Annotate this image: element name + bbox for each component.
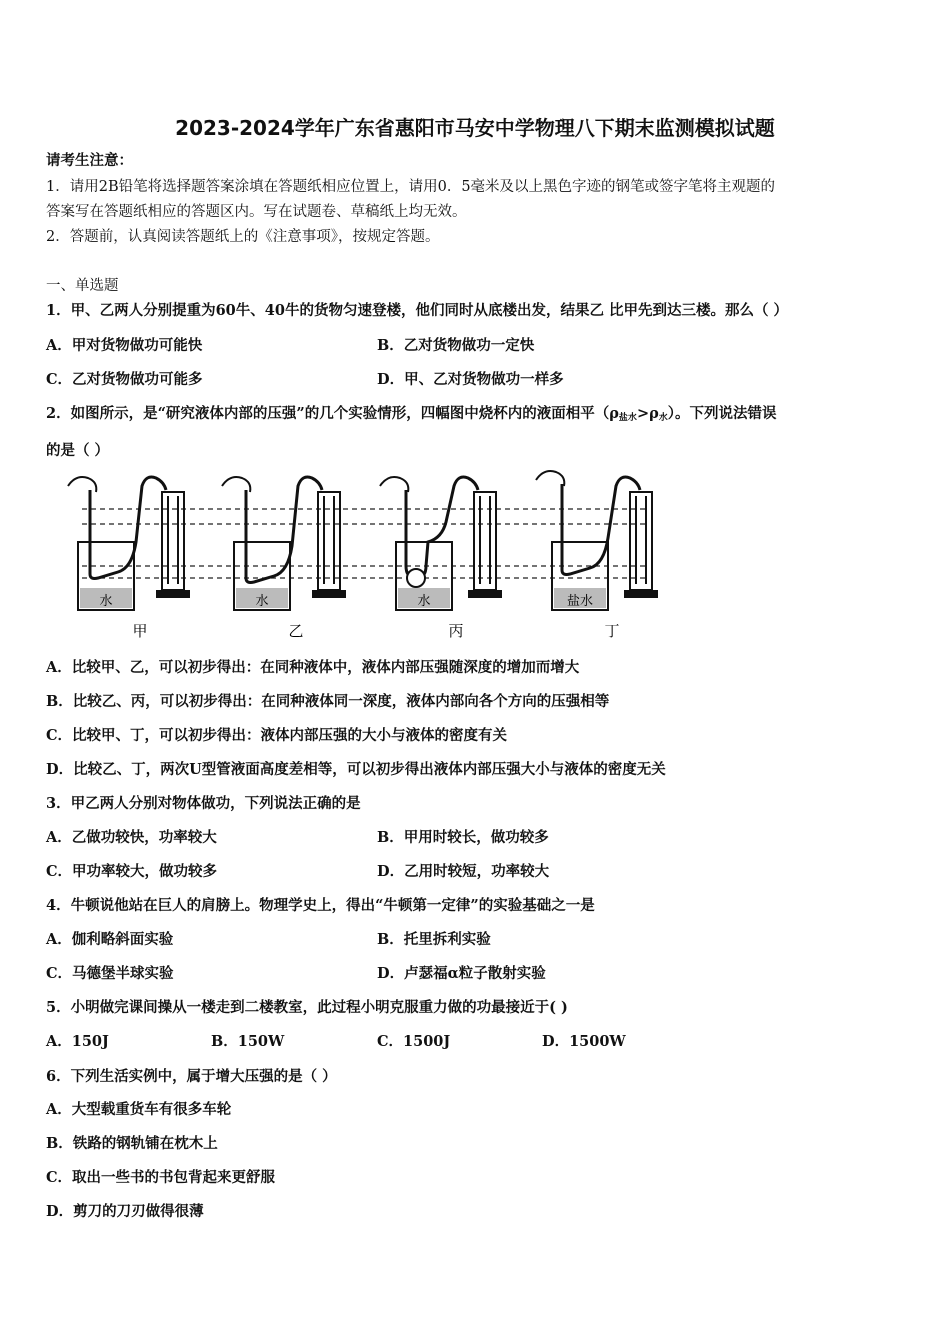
answer-option[interactable]: A．大型载重货车有很多车轮 <box>46 1101 232 1118</box>
answer-option[interactable]: D．乙用时较短，功率较大 <box>377 863 550 880</box>
figure-caption: 乙 <box>288 622 304 640</box>
question-stem-cont: 的是（ ） <box>46 442 110 459</box>
setup-yi <box>222 477 346 610</box>
answer-option[interactable]: A．伽利略斜面实验 <box>46 931 174 948</box>
stem-text: 2．如图所示，是“研究液体内部的压强”的几个实验情形，四幅图中烧杯内的液面相平（ρ <box>46 405 619 422</box>
subscript: 水 <box>658 413 668 423</box>
beaker-label: 水 <box>255 594 269 609</box>
section-heading: 一、单选题 <box>46 278 119 294</box>
answer-option[interactable]: B．甲用时较长，做功较多 <box>377 829 549 846</box>
subscript: 盐水 <box>618 413 637 423</box>
beaker-label: 水 <box>99 594 113 609</box>
answer-option[interactable]: C．马德堡半球实验 <box>46 965 174 982</box>
question-stem: 6．下列生活实例中，属于增大压强的是（ ） <box>46 1068 337 1085</box>
pressure-experiment-figure <box>46 466 666 642</box>
answer-option[interactable]: B．乙对货物做功一定快 <box>377 337 535 354</box>
figure-caption: 甲 <box>132 622 148 640</box>
notice-line: 2．答题前，认真阅读答题纸上的《注意事项》，按规定答题。 <box>46 229 440 245</box>
answer-option[interactable]: B．比较乙、丙，可以初步得出：在同种液体同一深度，液体内部向各个方向的压强相等 <box>46 693 610 710</box>
answer-option[interactable]: C．比较甲、丁，可以初步得出：液体内部压强的大小与液体的密度有关 <box>46 727 508 744</box>
setup-jia <box>68 477 190 610</box>
answer-option[interactable]: D．1500W <box>542 1033 626 1050</box>
answer-option[interactable]: D．甲、乙对货物做功一样多 <box>377 371 564 388</box>
notice-heading: 请考生注意： <box>46 152 133 169</box>
question-stem: 1．甲、乙两人分别提重为60牛、40牛的货物匀速登楼，他们同时从底楼出发，结果乙 比甲先到达三楼。那么（ ） <box>46 302 789 319</box>
question-stem: 5．小明做完课间操从一楼走到二楼教室，此过程小明克服重力做的功最接近于( ) <box>46 999 568 1016</box>
figure-caption: 丙 <box>448 622 464 640</box>
answer-option[interactable]: C．甲功率较大，做功较多 <box>46 863 218 880</box>
answer-option[interactable]: D．剪刀的刀刃做得很薄 <box>46 1203 204 1220</box>
question-stem: 3．甲乙两人分别对物体做功，下列说法正确的是 <box>46 795 361 812</box>
question-stem: 4．牛顿说他站在巨人的肩膀上。物理学史上，得出“牛顿第一定律”的实验基础之一是 <box>46 897 595 914</box>
beaker-label: 水 <box>417 594 431 609</box>
beaker-label: 盐水 <box>566 594 594 609</box>
stem-text: >ρ <box>636 405 659 422</box>
answer-option[interactable]: B．托里拆利实验 <box>377 931 491 948</box>
answer-option[interactable]: B．150W <box>211 1033 285 1050</box>
answer-option[interactable]: A．150J <box>46 1033 109 1050</box>
setup-ding <box>536 471 658 610</box>
answer-option[interactable]: C．取出一些书的书包背起来更舒服 <box>46 1169 276 1186</box>
answer-option[interactable]: C．1500J <box>377 1033 451 1050</box>
answer-option[interactable]: C．乙对货物做功可能多 <box>46 371 203 388</box>
answer-option[interactable]: D．比较乙、丁，两次U型管液面高度差相等，可以初步得出液体内部压强大小与液体的密度无关 <box>46 761 666 778</box>
answer-option[interactable]: B．铁路的钢轨铺在枕木上 <box>46 1135 218 1152</box>
notice-line: 1．请用2B铅笔将选择题答案涂填在答题纸相应位置上，请用0．5毫米及以上黑色字迹的钢笔或签字笔将主观题的 <box>46 179 776 195</box>
question-stem <box>46 405 777 427</box>
figure-caption: 丁 <box>604 622 620 640</box>
answer-option[interactable]: D．卢瑟福α粒子散射实验 <box>377 965 546 982</box>
answer-option[interactable]: A．比较甲、乙，可以初步得出：在同种液体中，液体内部压强随深度的增加而增大 <box>46 659 580 676</box>
stem-text: ）。下列说法错误 <box>667 405 777 422</box>
page-title: 2023-2024学年广东省惠阳市马安中学物理八下期末监测模拟试题 <box>175 116 775 140</box>
notice-line: 答案写在答题纸相应的答题区内。写在试题卷、草稿纸上均无效。 <box>46 204 467 220</box>
setup-bing <box>380 477 502 610</box>
answer-option[interactable]: A．甲对货物做功可能快 <box>46 337 203 354</box>
answer-option[interactable]: A．乙做功较快，功率较大 <box>46 829 217 846</box>
